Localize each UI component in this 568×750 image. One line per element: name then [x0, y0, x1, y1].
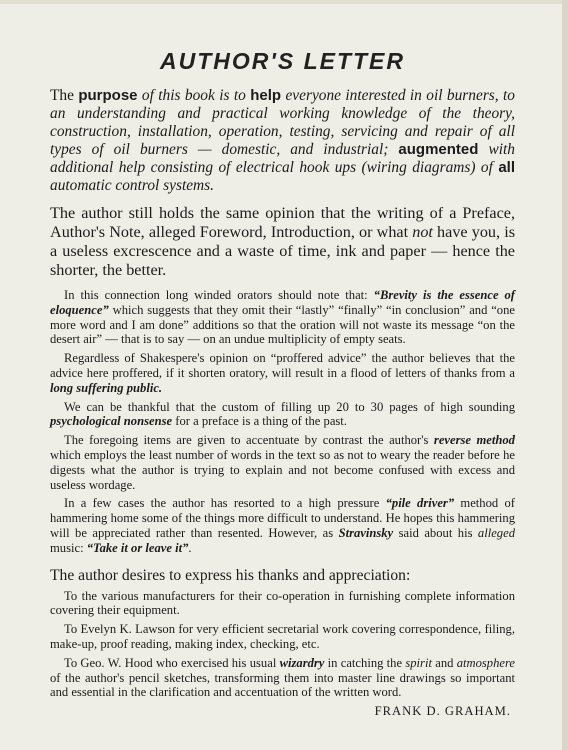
hood-paragraph: To Geo. W. Hood who exercised his usual wizardry in catching the spirit and atmosphere of the author's pencil sketches, transforming them into master line drawings so important and essential in the clarification and accentuation of the written word. [50, 655, 516, 700]
reverse-method-paragraph: The foregoing items are given to accentuate by contrast the author's reverse method which employs the least number of words in the text so as not to weary the reader before he digests what the author is trying to explain and not become confused with excess and useless wordage. [50, 433, 515, 492]
letter-body [50, 48, 515, 719]
author-signature: FRANK D. GRAHAM. [374, 704, 511, 719]
page-top-edge [0, 0, 568, 4]
opinion-paragraph: The author still holds the same opinion that the writing of a Preface, Author's Note, alleged Foreword, Introduction, or what not have you, is a useless excrescence and a waste of time, ink and paper — hence the shorter, the better. [50, 204, 515, 279]
intro-paragraph: The purpose of this book is to help everyone interested in oil burners, to an understanding and practical working knowledge of the theory, construction, installation, operation, testing, servicing and repair of all types of oil burners — domestic, and industrial; augmented with additional help consisting of electrical hook ups (wiring diagrams) of all automatic control systems. [50, 87, 516, 194]
brevity-paragraph: In this connection long winded orators should note that: “Brevity is the essence of eloquence” which suggests that they omit their “lastly” “finally” “in conclusion” and “one more word and I am done” additions so that the oration will not waste its message “on the desert air” — that is to say — on an undue multiplicity of empty seats. [50, 288, 515, 347]
page-title: AUTHOR'S LETTER [159, 48, 406, 74]
page-right-edge [562, 0, 568, 750]
pile-driver-paragraph: In a few cases the author has resorted to a high pressure “pile driver” method of hammering home some of the things more difficult to understand. He hopes this hammering will be appreciated rather than resented. However, as Stravinsky said about his alleged music: “Take it or leave it”. [50, 496, 515, 555]
lawson-paragraph: To Evelyn K. Lawson for very efficient secretarial work covering correspondence, filing, make-up, proof reading, making index, checking, etc. [50, 622, 515, 651]
manufacturers-paragraph: To the various manufacturers for their co-operation in furnishing complete information covering their equipment. [50, 588, 515, 618]
advice-paragraph: Regardless of Shakespere's opinion on “proffered advice” the author believes that the advice here proffered, if it shorten oratory, will result in a flood of letters of thanks from a long suffering public. [50, 351, 515, 395]
thanks-heading: The author desires to express his thanks and appreciation: [50, 566, 411, 584]
custom-paragraph: We can be thankful that the custom of filling up 20 to 30 pages of high sounding psychological nonsense for a preface is a thing of the past. [50, 399, 515, 429]
